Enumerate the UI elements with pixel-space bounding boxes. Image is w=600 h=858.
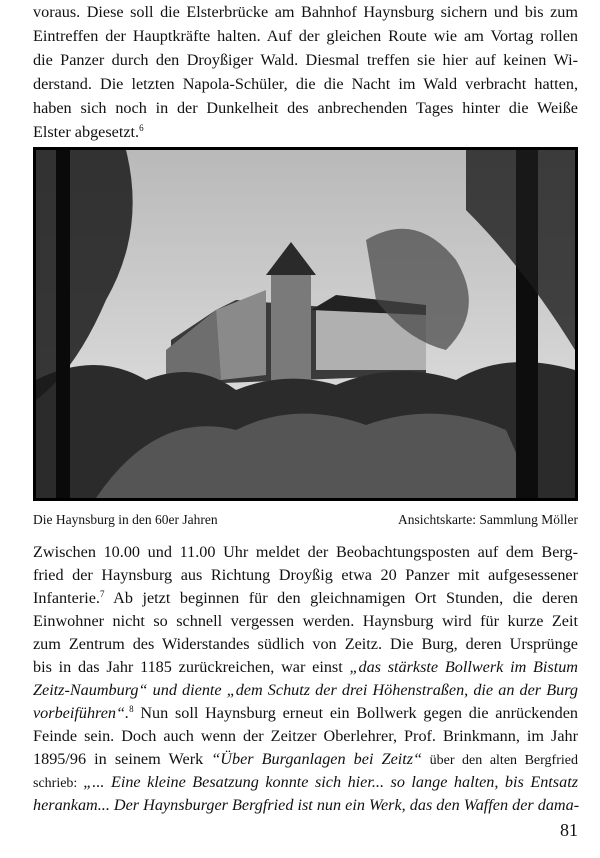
text-line <box>33 610 578 633</box>
quote-text: „das stärkste Bollwerk im Bistum <box>349 658 578 676</box>
text-line <box>33 48 578 72</box>
text-line <box>33 633 578 656</box>
footnote-ref: 6 <box>139 123 144 133</box>
quote-text: herankam... Der Haynsburger Bergfried ist nun ein Werk, das den Waffen der dama- <box>33 796 580 814</box>
quote-text: vorbeiführen“. <box>33 704 130 722</box>
text-run: voraus. Diese soll die Elsterbrücke am Bahnhof Haynsburg sichern und bis zum <box>33 3 578 21</box>
text-line <box>33 794 578 817</box>
text-run: Infanterie. <box>33 589 100 607</box>
footnote-ref: 7 <box>99 589 105 599</box>
text-run: Zwischen 10.00 und 11.00 Uhr meldet der Beobachtungsposten auf dem Berg- <box>33 543 578 561</box>
text-run: derstand. Die letzten Napola-Schüler, die die Nacht im Wald verbracht hatten, <box>33 75 578 93</box>
text-run: fried der Haynsburg aus Richtung Droyßig etwa 20 Panzer mit aufgesessener <box>33 566 578 584</box>
photo-credit: Ansichtskarte: Sammlung Möller <box>398 512 578 527</box>
text-line <box>33 748 578 771</box>
text-line <box>33 72 578 96</box>
text-run: Einwohner nicht so schnell vergessen werden. Haynsburg wird für kurze Zeit <box>33 612 578 630</box>
text-run: Eintreffen der Hauptkräfte halten. Auf der gleichen Route wie am Vortag rollen <box>33 27 578 45</box>
haynsburg-photo-image <box>36 150 575 498</box>
text-line <box>33 0 578 24</box>
text-run: Nun soll Haynsburg erneut ein Bollwerk gegen die anrückenden <box>133 704 578 722</box>
paragraph-1 <box>33 0 578 144</box>
text-line <box>33 96 578 120</box>
text-line <box>33 702 578 725</box>
text-run: über den alten Bergfried <box>422 753 578 768</box>
paragraph-2 <box>33 541 578 817</box>
castle-photo <box>33 147 578 501</box>
text-line <box>33 679 578 702</box>
quote-text: „... Eine kleine Besatzung konnte sich hier... so lange halten, bis Entsatz <box>83 773 578 791</box>
text-line <box>33 725 578 748</box>
photo-caption: Die Haynsburg in den 60er Jahren <box>33 512 218 527</box>
text-line <box>33 564 578 587</box>
text-line <box>33 120 578 144</box>
text-line <box>33 771 578 794</box>
text-run: zum Zentrum des Widerstandes südlich von Zeitz. Die Burg, deren Ursprünge <box>33 635 578 653</box>
text-run: Feinde sein. Doch auch wenn der Zeitzer Oberlehrer, Prof. Brinkmann, im Jahr <box>33 727 578 745</box>
text-run: Ab jetzt beginnen für den gleichnamigen Ort Stunden, die deren <box>104 589 578 607</box>
quote-text: “Über Burganlagen bei Zeitz“ <box>211 750 423 768</box>
page-number: 81 <box>560 820 578 840</box>
text-line <box>33 541 578 564</box>
text-run: Elster abgesetzt. <box>33 123 140 141</box>
text-run: die Panzer durch den Droyßiger Wald. Diesmal treffen sie hier auf keinen Wi- <box>33 51 578 69</box>
text-line <box>33 587 578 610</box>
text-run: bis in das Jahr 1185 zurückreichen, war einst <box>33 658 350 676</box>
text-line <box>33 656 578 679</box>
footnote-ref: 8 <box>129 704 134 714</box>
text-run: schrieb: <box>33 776 84 791</box>
quote-text: Zeitz-Naumburg“ und diente „dem Schutz der drei Höhenstraßen, die an der Burg <box>33 681 578 699</box>
text-run: 1895/96 in seinem Werk <box>33 750 212 768</box>
text-run: haben sich noch in der Dunkelheit des anbrechenden Tages hinter die Weiße <box>33 99 578 117</box>
text-line <box>33 24 578 48</box>
